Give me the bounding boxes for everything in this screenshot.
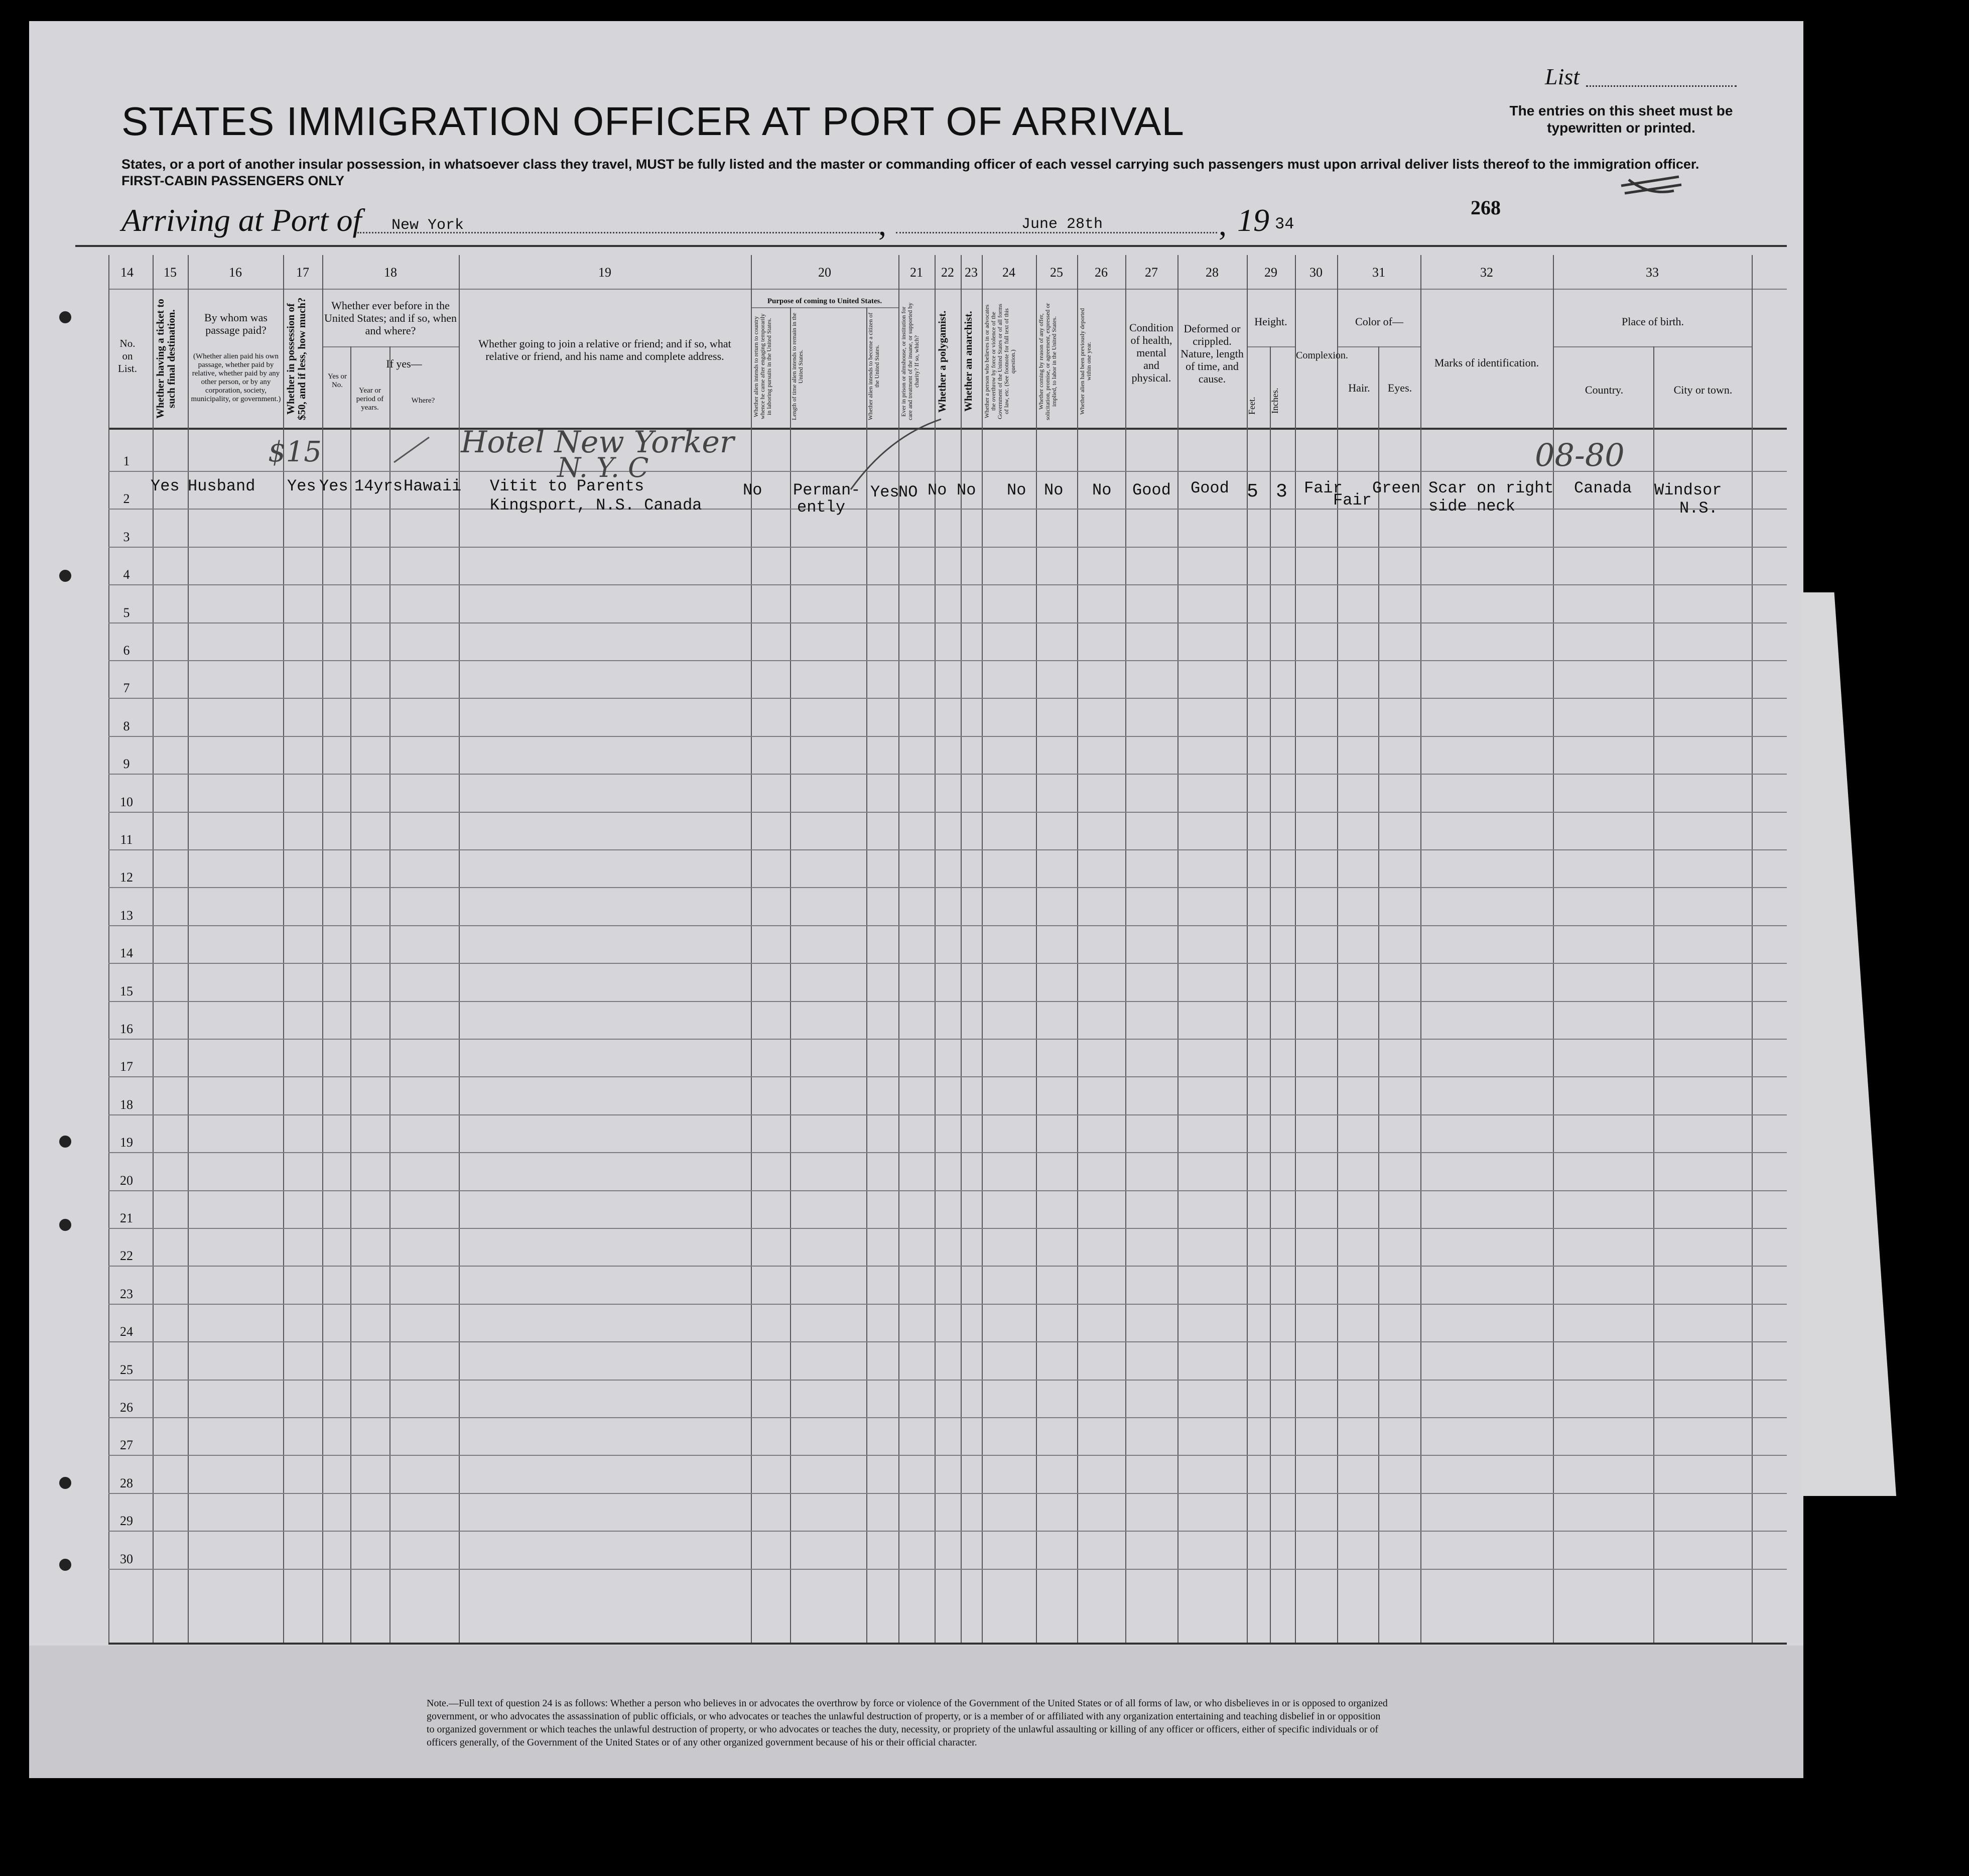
cell-join-line1: Vitit to Parents [490, 477, 644, 495]
header-join-relative: Whether going to join a relative or friend; and if so, what relative or friend, and his name and complete address. [478, 337, 731, 362]
cell-marks-1: Scar on right [1428, 479, 1554, 497]
handwritten-slash-icon [391, 435, 432, 465]
row-number: 9 [123, 757, 130, 771]
grid-line [1378, 346, 1379, 1643]
row-line [108, 849, 1787, 850]
header-purpose-length: Length of time alien intends to remain in the United States. [791, 313, 804, 420]
column-number: 22 [941, 265, 954, 280]
entries-note: The entries on this sheet must be typewritten or printed. [1509, 103, 1733, 136]
header-purpose-citizen: Whether alien intends to become a citizen of the United States. [867, 312, 880, 421]
grid-line [1125, 255, 1126, 1643]
row-number: 16 [120, 1022, 133, 1036]
row-number: 28 [120, 1476, 133, 1490]
row-number: 20 [120, 1173, 133, 1188]
row-number: 4 [123, 567, 130, 582]
column-number: 20 [818, 265, 831, 280]
header-deported: Whether alien had been previously deported within one year. [1079, 308, 1092, 415]
cell-offer: No [1044, 481, 1064, 499]
column-number: 19 [598, 265, 611, 280]
table-bottom-rule [108, 1643, 1787, 1645]
grid-line [1077, 255, 1078, 1643]
row-number: 18 [120, 1097, 133, 1112]
row-number: 3 [123, 530, 130, 544]
row-number: 22 [120, 1248, 133, 1263]
row-line [108, 1039, 1787, 1040]
subheader-line [1247, 346, 1295, 347]
grid-line [1420, 255, 1421, 1643]
cell-eyes: Green [1372, 479, 1421, 497]
row-line [108, 925, 1787, 926]
header-height: Height. [1254, 315, 1287, 328]
cell-overthrow: No [1007, 481, 1026, 499]
row-line [108, 1417, 1787, 1418]
cell-address-handwritten-1: Hotel New Yorker [461, 425, 734, 460]
class-note: FIRST-CABIN PASSENGERS ONLY [121, 173, 345, 188]
cell-before-us: Yes [319, 477, 348, 495]
cell-length-2: ently [797, 498, 846, 517]
header-health: Condition of health, mental and physical. [1129, 321, 1173, 384]
row-number: 11 [120, 832, 133, 847]
header-if-yes: If yes— [386, 357, 422, 370]
row-number: 17 [120, 1059, 133, 1074]
header-inches: Inches. [1270, 388, 1280, 414]
row-line [108, 1152, 1787, 1153]
row-number: 27 [120, 1438, 133, 1452]
row-number: 2 [123, 491, 130, 506]
row-line [108, 887, 1787, 888]
cell-prison: NO [898, 483, 918, 502]
row-line [108, 547, 1787, 548]
row-number: 13 [120, 908, 133, 923]
row-number: 5 [123, 605, 130, 620]
column-number: 29 [1264, 265, 1277, 280]
column-number: 18 [384, 265, 397, 280]
header-paid-by-note: (Whether alien paid his own passage, whether paid by relative, whether paid by any other person, or by any corporation, society, municipality, or government.) [191, 352, 281, 403]
column-number: 30 [1309, 265, 1323, 280]
row-line [108, 774, 1787, 775]
cell-city-2: N.S. [1679, 499, 1718, 518]
intro-text: States, or a port of another insular possession, in whatsoever class they travel, MUST be fully listed and the master or commanding officer of each vessel carrying such passengers must upon arrival deliver lists thereof to the immigration officer. [121, 157, 1699, 172]
row-number: 7 [123, 681, 130, 695]
grid-line [1247, 255, 1248, 1643]
cell-address-handwritten-2: N. Y. C [557, 452, 649, 483]
comma: , [1219, 206, 1227, 242]
grid-line [866, 307, 867, 1643]
grid-line [459, 255, 460, 1643]
row-line [108, 812, 1787, 813]
list-label: List [1545, 64, 1580, 89]
cell-country: Canada [1574, 479, 1632, 497]
subheader-line [322, 346, 459, 347]
cell-polygamist: No [928, 481, 947, 499]
header-before-us: Whether ever before in the United States; and if so, when and where? [324, 299, 457, 337]
arriving-label: Arriving at Port of [121, 202, 362, 238]
date-value: June 28th [1021, 216, 1103, 233]
cell-citizen: Yes [870, 483, 899, 502]
row-line [108, 622, 1787, 623]
grid-line [790, 307, 791, 1643]
header-anarchist: Whether an anarchist. [962, 311, 974, 412]
row-line [108, 1266, 1787, 1267]
cell-feet: 5 [1247, 481, 1258, 503]
cell-money-handwritten: $15 [268, 436, 322, 468]
cell-return: No [743, 481, 762, 499]
header-years: Year or period of years. [356, 387, 384, 412]
header-purpose-return: Whether alien intends to return to country whence he came after engaging temporarily in laboring pursuits in the United States. [752, 313, 772, 420]
row-number: 14 [120, 946, 133, 960]
header-prison: Ever in prison or almshouse, or institution for care and treatment of the insane, or supported by charity? If so, which? [900, 302, 920, 421]
column-number: 16 [229, 265, 242, 280]
header-city: City or town. [1673, 384, 1733, 396]
cell-has-50: Yes [287, 477, 316, 495]
column-number: 25 [1050, 265, 1063, 280]
cell-paid-by: Husband [188, 477, 255, 495]
grid-line [1653, 346, 1654, 1643]
row-line [108, 1380, 1787, 1381]
grid-line [350, 346, 351, 1643]
grid-line [1177, 255, 1178, 1643]
cell-years: 14yrs [354, 477, 403, 495]
column-number: 32 [1480, 265, 1493, 280]
grid-line [1752, 255, 1753, 1643]
cell-health: Good [1132, 481, 1171, 499]
row-number: 25 [120, 1362, 133, 1377]
header-ticket: Whether having a ticket to such final destination. [154, 299, 177, 419]
grid-line [1270, 346, 1271, 1643]
row-line [108, 963, 1787, 964]
row-number: 29 [120, 1514, 133, 1528]
header-where: Where? [411, 397, 435, 405]
header-purpose: Purpose of coming to United States. [767, 297, 882, 305]
header-complexion: Complexion. [1296, 350, 1348, 361]
column-number-rule [108, 289, 1787, 290]
row-number: 23 [120, 1287, 133, 1301]
row-number: 8 [123, 719, 130, 733]
port-value: New York [391, 217, 464, 234]
grid-line [108, 255, 109, 1643]
column-number: 21 [910, 265, 923, 280]
row-line [108, 1114, 1787, 1115]
cell-hair: Fair [1333, 491, 1372, 510]
header-hair: Hair. [1348, 382, 1370, 394]
row-line [108, 1531, 1787, 1532]
row-number: 24 [120, 1324, 133, 1339]
header-top-rule [75, 245, 1787, 247]
cell-city-1: Windsor [1654, 481, 1722, 499]
row-number: 6 [123, 643, 130, 658]
row-line [108, 1304, 1787, 1305]
grid-line [188, 255, 189, 1643]
row-line [108, 509, 1787, 510]
column-number: 28 [1206, 265, 1219, 280]
row-line [108, 1569, 1787, 1570]
header-yes-no: Yes or No. [327, 372, 347, 389]
grid-line [982, 255, 983, 1643]
year-suffix: 34 [1275, 215, 1294, 233]
column-number: 26 [1095, 265, 1108, 280]
row-number: 1 [123, 454, 130, 468]
grid-line [1295, 255, 1296, 1643]
column-number: 14 [120, 265, 134, 280]
row-line [108, 1076, 1787, 1077]
row-number: 15 [120, 984, 133, 998]
header-deformed: Deformed or crippled. Nature, length of time, and cause. [1180, 322, 1244, 385]
row-number: 21 [120, 1211, 133, 1225]
header-possession-50: Whether in possession of $50, and if less, how much? [285, 297, 308, 421]
footnote: Note.—Full text of question 24 is as follows: Whether a person who believes in or advocates the overthrow by force or violence of the Government of the United States or of all forms of law, or who disbelieves in or is opposed to organized government, or who advocates the assassination of public officials, or who advocates or teaches the unlawful destruction of property, or is a member of or affiliated with any organization entertaining and teaching disbelief in or opposition to organized government or which teaches the unlawful destruction of property, or who advocates or teaches the duty, necessity, or propriety of the unlawful assaulting or killing of any officer or officers, either of specific individuals or of officers generally, of the Government of the United States or of any other organized government because of his or their official character. [427, 1698, 1388, 1748]
column-number: 23 [965, 265, 978, 280]
row-number: 30 [120, 1552, 133, 1566]
row-line [108, 1190, 1787, 1191]
header-eyes: Eyes. [1387, 382, 1412, 394]
grid-line [1036, 255, 1037, 1643]
grid-line [322, 255, 323, 1643]
row-line [108, 1341, 1787, 1342]
header-offer: Whether coming by reason of any offer, solicitation, promise, or agreement, expressed or implied, to labor in the United States. [1037, 303, 1058, 420]
row-line [108, 1493, 1787, 1494]
comma: , [878, 206, 886, 242]
header-bottom-rule [108, 428, 1787, 430]
header-overthrow: Whether a person who believes in or advocates the overthrow by force or violence of the Government of the United States or of all forms of law, etc. (See footnote for full text of this question.) [983, 304, 1016, 419]
grid-line [751, 255, 752, 1643]
cell-marks-2: side neck [1428, 497, 1515, 516]
header-feet: Feet. [1247, 397, 1257, 415]
grid-line [389, 346, 390, 1643]
header-color: Color of— [1355, 315, 1403, 328]
row-line [108, 1455, 1787, 1456]
row-line [108, 698, 1787, 699]
row-number: 26 [120, 1400, 133, 1415]
row-line [108, 660, 1787, 661]
cell-complexion: Fair [1304, 479, 1343, 497]
column-number: 31 [1372, 265, 1385, 280]
page-title: STATES IMMIGRATION OFFICER AT PORT OF ARRIVAL [121, 99, 1185, 144]
cell-where: Hawaii [404, 477, 462, 495]
cell-ticket: Yes [151, 477, 180, 495]
year-prefix: 19 [1237, 202, 1269, 238]
cell-deported: No [1092, 481, 1112, 499]
header-marks: Marks of identification. [1434, 356, 1539, 369]
subheader-line [751, 307, 898, 308]
cell-length-1: Perman- [793, 481, 861, 499]
grid-line [961, 255, 962, 1643]
row-line [108, 1228, 1787, 1229]
row-line [108, 1001, 1787, 1002]
cell-deformed: Good [1191, 479, 1229, 497]
column-number: 17 [296, 265, 309, 280]
row-number: 12 [120, 870, 133, 885]
column-number: 24 [1002, 265, 1015, 280]
cell-anarchist: No [957, 481, 976, 499]
subheader-line [1553, 346, 1752, 347]
column-number: 15 [164, 265, 177, 280]
cell-join-line2: Kingsport, N.S. Canada [490, 496, 702, 515]
cell-inches: 3 [1276, 481, 1287, 503]
header-country: Country. [1585, 384, 1624, 396]
header-no-on-list: No. on List. [118, 337, 137, 374]
column-number: 27 [1145, 265, 1158, 280]
grid-line [1337, 255, 1338, 1643]
header-paid-by: By whom was passage paid? [204, 311, 268, 336]
row-line [108, 736, 1787, 737]
grid-line [153, 255, 154, 1643]
row-number: 19 [120, 1135, 133, 1150]
header-polygamist: Whether a polygamist. [936, 310, 948, 413]
cell-code-handwritten: 08-80 [1535, 437, 1625, 473]
header-place-of-birth: Place of birth. [1621, 315, 1684, 328]
row-line [108, 584, 1787, 585]
sheet-number: 268 [1471, 196, 1501, 219]
row-number: 10 [120, 795, 133, 809]
column-number: 33 [1646, 265, 1659, 280]
